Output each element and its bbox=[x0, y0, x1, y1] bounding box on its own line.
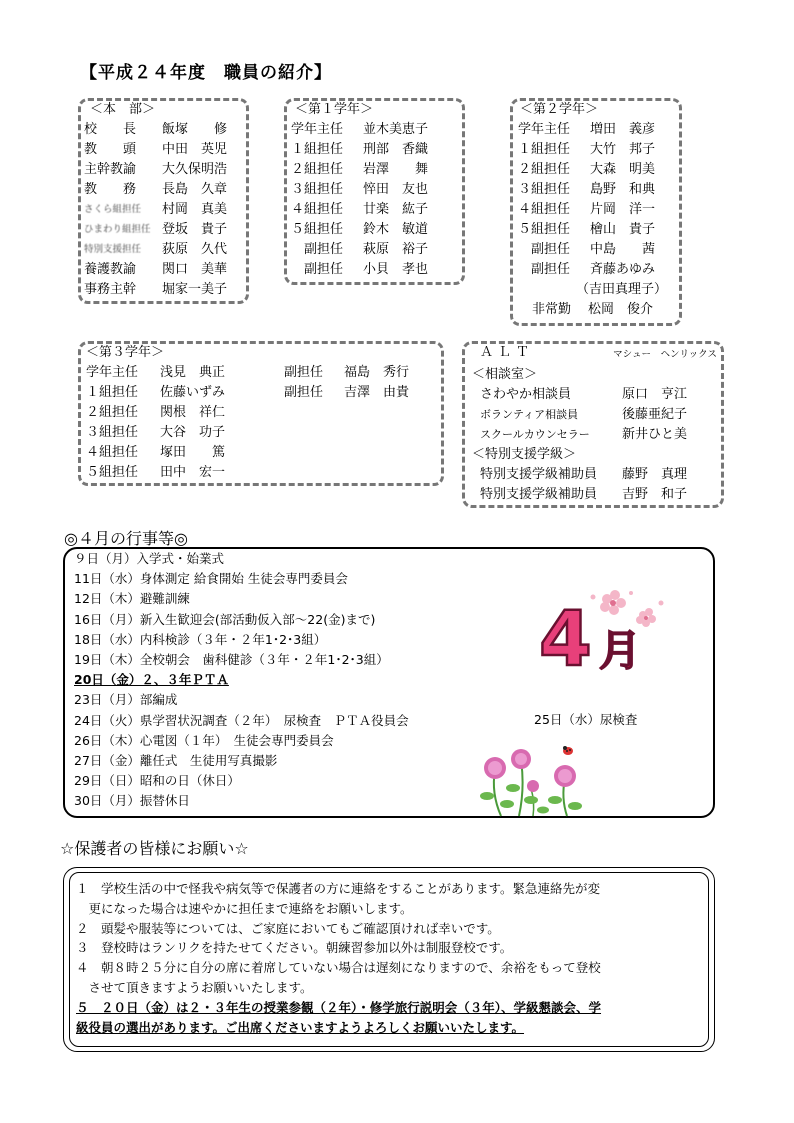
honbu-row bbox=[84, 280, 227, 300]
event-item: 27日（金）離任式 生徒用写真撮影 bbox=[74, 753, 278, 769]
honbu-name: 荻原 久代 bbox=[162, 242, 228, 257]
grade2-name: 増田 義彦 bbox=[590, 122, 656, 137]
april-number: 4 bbox=[539, 594, 592, 683]
grade3-name: 塚田 篤 bbox=[160, 445, 226, 460]
counsel-row bbox=[472, 385, 717, 405]
request-line: させて頂きますようお願いいたします。 bbox=[76, 979, 313, 995]
event-item: 11日（水）身体測定 給食開始 生徒会専門委員会 bbox=[74, 571, 348, 587]
april-kanji: 月 bbox=[599, 626, 642, 675]
grade2-extra-name: 松岡 俊介 bbox=[588, 302, 654, 317]
grade3-row bbox=[86, 463, 225, 483]
grade2-role: 学年主任 bbox=[518, 122, 571, 137]
grade3-name: 佐藤いずみ bbox=[160, 385, 226, 400]
grade3-row bbox=[86, 423, 225, 443]
grade1-header: ＜第１学年＞ bbox=[295, 102, 374, 117]
grade1-row bbox=[291, 200, 428, 220]
grade1-row bbox=[291, 120, 428, 140]
others-section bbox=[472, 343, 717, 505]
special-role: 特別支援学級補助員 bbox=[480, 487, 598, 502]
grade1-row bbox=[291, 180, 428, 200]
grade3-sub-role: 副担任 bbox=[284, 385, 324, 400]
grade3-section bbox=[86, 343, 225, 483]
grade1-name: 岩澤 舞 bbox=[363, 162, 429, 177]
flowers-illustration bbox=[473, 748, 603, 818]
special-name: 藤野 真理 bbox=[622, 467, 688, 482]
grade1-role: ４組担任 bbox=[291, 202, 344, 217]
grade1-role: 副担任 bbox=[291, 242, 344, 257]
grade1-role: １組担任 bbox=[291, 142, 344, 157]
grade2-row bbox=[518, 140, 667, 160]
grade3-sub-name: 吉澤 由貴 bbox=[344, 385, 410, 400]
grade3-sub-section bbox=[284, 363, 409, 403]
grade1-section bbox=[291, 100, 428, 280]
honbu-row bbox=[84, 120, 227, 140]
counsel-row bbox=[472, 405, 717, 425]
request5-line: 級役員の選出があります。ご出席くださいますようよろしくお願いいたします。 bbox=[76, 1019, 525, 1035]
honbu-row bbox=[84, 200, 227, 220]
grade1-row bbox=[291, 240, 428, 260]
grade1-role: ５組担任 bbox=[291, 222, 344, 237]
grade1-name: 廿楽 紘子 bbox=[363, 202, 429, 217]
counsel-role: ボランティア相談員 bbox=[480, 408, 579, 421]
grade1-role: 学年主任 bbox=[291, 122, 344, 137]
page-title: 【平成２４年度 職員の紹介】 bbox=[80, 63, 332, 83]
grade1-role: 副担任 bbox=[291, 262, 344, 277]
events-list bbox=[74, 549, 409, 812]
event-item: 18日（水）内科検診（３年・２年1･2･3組） bbox=[74, 631, 327, 647]
grade2-row bbox=[518, 240, 667, 260]
request-line: １ 学校生活の中で怪我や病気等で保護者の方に連絡をすることがあります。緊急連絡先が変 bbox=[76, 881, 601, 896]
honbu-row bbox=[84, 220, 227, 240]
grade2-row bbox=[518, 160, 667, 180]
requests-list bbox=[76, 879, 601, 1037]
grade3-name: 関根 祥仁 bbox=[160, 405, 226, 420]
event-item: 26日（木）心電図（１年） 生徒会専門委員会 bbox=[74, 732, 334, 748]
counsel-name: 原口 亨江 bbox=[622, 387, 688, 402]
grade2-name: 片岡 洋一 bbox=[590, 202, 656, 217]
events-title: ◎４月の行事等◎ bbox=[64, 529, 188, 548]
grade1-row bbox=[291, 140, 428, 160]
event-item: 23日（月）部編成 bbox=[74, 692, 178, 708]
grade2-extra-role: 非常勤 bbox=[532, 302, 572, 317]
counsel-row bbox=[472, 425, 717, 445]
grade2-name: 斉藤あゆみ bbox=[590, 262, 656, 277]
honbu-role: 特別支援担任 bbox=[84, 244, 142, 255]
grade2-role: 副担任 bbox=[518, 262, 571, 277]
honbu-role: 教 務 bbox=[84, 182, 137, 197]
honbu-row bbox=[84, 260, 227, 280]
grade2-name: 檜山 貴子 bbox=[590, 222, 656, 237]
grade3-role: ３組担任 bbox=[86, 425, 139, 440]
special-role: 特別支援学級補助員 bbox=[480, 467, 598, 482]
request-line: ４ 朝８時２５分に自分の席に着席していない場合は遅刻になりますので、余裕をもって登校 bbox=[76, 960, 601, 976]
event-side-note: 25日（水）尿検査 bbox=[534, 712, 638, 727]
honbu-section bbox=[84, 100, 227, 300]
grade3-sub-row bbox=[284, 363, 409, 383]
grade1-name: 萩原 裕子 bbox=[363, 242, 429, 257]
grade2-name: 大森 明美 bbox=[590, 162, 656, 177]
special-row bbox=[472, 465, 717, 485]
honbu-role: 校 長 bbox=[84, 122, 137, 137]
event-item: 16日（月）新入生歓迎会(部活動仮入部～22(金)まで) bbox=[74, 611, 376, 627]
grade2-note: （吉田真理子） bbox=[576, 282, 668, 297]
honbu-role: 事務主幹 bbox=[84, 282, 137, 297]
special-name: 吉野 和子 bbox=[622, 487, 688, 502]
grade3-role: ２組担任 bbox=[86, 405, 139, 420]
honbu-row bbox=[84, 240, 227, 260]
grade3-name: 大谷 功子 bbox=[160, 425, 226, 440]
honbu-name: 飯塚 修 bbox=[162, 122, 228, 137]
grade2-header: ＜第２学年＞ bbox=[520, 102, 599, 117]
honbu-name: 村岡 真美 bbox=[162, 202, 228, 217]
grade1-role: ２組担任 bbox=[291, 162, 344, 177]
grade1-name: 刑部 香織 bbox=[363, 142, 429, 157]
honbu-row bbox=[84, 180, 227, 200]
honbu-name: 堀家一美子 bbox=[162, 282, 228, 297]
alt-row bbox=[472, 343, 717, 365]
grade3-sub-row bbox=[284, 383, 409, 403]
grade2-row bbox=[518, 220, 667, 240]
event-item: 20日（金）２、３年ＰＴＡ bbox=[74, 672, 229, 688]
event-item: 12日（木）避難訓練 bbox=[74, 591, 190, 607]
grade1-row bbox=[291, 260, 428, 280]
honbu-role: さくら組担任 bbox=[84, 204, 142, 215]
grade2-section bbox=[518, 100, 667, 320]
event-item: 30日（月）振替休日 bbox=[74, 793, 190, 809]
cherry-blossom-icon bbox=[591, 590, 664, 627]
honbu-name: 関口 美華 bbox=[162, 262, 228, 277]
counsel-name: 新井ひと美 bbox=[622, 427, 688, 442]
grade3-row bbox=[86, 383, 225, 403]
grade2-row bbox=[518, 180, 667, 200]
honbu-role: ひまわり組担任 bbox=[84, 224, 151, 235]
event-item: 24日（火）県学習状況調査（２年） 尿検査 ＰＴＡ役員会 bbox=[74, 712, 409, 728]
request-line: ３ 登校時はランリクを持たせてください。朝練習参加以外は制服登校です。 bbox=[76, 940, 513, 956]
grade2-row bbox=[518, 260, 667, 280]
honbu-row bbox=[84, 160, 227, 180]
april-graphic bbox=[535, 585, 675, 685]
counsel-role: スクールカウンセラー bbox=[480, 428, 590, 441]
alt-label: ＡＬＴ bbox=[480, 345, 535, 360]
grade2-role: ２組担任 bbox=[518, 162, 571, 177]
counsel-name: 後藤亜紀子 bbox=[622, 407, 688, 422]
grade3-row bbox=[86, 403, 225, 423]
clover-flower-icon bbox=[480, 749, 582, 816]
event-item: ９日（月）入学式・始業式 bbox=[74, 551, 225, 566]
grade2-role: ４組担任 bbox=[518, 202, 571, 217]
grade3-row bbox=[86, 443, 225, 463]
grade3-name: 浅見 典正 bbox=[160, 365, 226, 380]
honbu-name: 長島 久章 bbox=[162, 182, 228, 197]
grade3-role: 学年主任 bbox=[86, 365, 139, 380]
event-item: 19日（木）全校朝会 歯科健診（３年・２年1･2･3組） bbox=[74, 652, 389, 668]
grade2-name: 大竹 邦子 bbox=[590, 142, 656, 157]
special-header: ＜特別支援学級＞ bbox=[472, 447, 577, 462]
grade2-row bbox=[518, 200, 667, 220]
grade3-header: ＜第３学年＞ bbox=[86, 345, 165, 360]
grade2-name: 中島 茜 bbox=[590, 242, 656, 257]
grade3-sub-role: 副担任 bbox=[284, 365, 324, 380]
grade2-role: ３組担任 bbox=[518, 182, 571, 197]
grade3-sub-name: 福島 秀行 bbox=[344, 365, 410, 380]
grade2-role: １組担任 bbox=[518, 142, 571, 157]
grade3-row bbox=[86, 363, 225, 383]
honbu-role: 養護教諭 bbox=[84, 262, 137, 277]
honbu-name: 中田 英児 bbox=[162, 142, 228, 157]
honbu-role: 教 頭 bbox=[84, 142, 137, 157]
april-art bbox=[535, 585, 675, 685]
grade1-name: 小貝 孝也 bbox=[363, 262, 429, 277]
request-line: ２ 頭髪や服装等については、ご家庭においてもご確認頂ければ幸いです。 bbox=[76, 920, 500, 936]
event-item: 29日（日）昭和の日（休日） bbox=[74, 773, 240, 789]
honbu-name: 登坂 貴子 bbox=[162, 222, 228, 237]
request-line: 更になった場合は速やかに担任まで連絡をお願いします。 bbox=[76, 900, 413, 916]
honbu-name: 大久保明浩 bbox=[162, 162, 228, 177]
grade2-role: 副担任 bbox=[518, 242, 571, 257]
honbu-role: 主幹教諭 bbox=[84, 162, 137, 177]
grade2-name: 島野 和典 bbox=[590, 182, 656, 197]
grade1-row bbox=[291, 160, 428, 180]
grade1-role: ３組担任 bbox=[291, 182, 344, 197]
grade3-role: ５組担任 bbox=[86, 465, 139, 480]
counsel-header: ＜相談室＞ bbox=[472, 367, 538, 382]
request5-line: ５ ２０日（金）は２・３年生の授業参観（２年）・修学旅行説明会（３年）、学級懇談会、学 bbox=[76, 999, 602, 1015]
special-row bbox=[472, 485, 717, 505]
grade3-role: ４組担任 bbox=[86, 445, 139, 460]
grade2-role: ５組担任 bbox=[518, 222, 571, 237]
alt-name: マシュー ヘンリックス bbox=[613, 349, 717, 360]
grade1-row bbox=[291, 220, 428, 240]
honbu-header: ＜本 部＞ bbox=[90, 102, 156, 117]
grade1-name: 鈴木 敏道 bbox=[363, 222, 429, 237]
grade2-row bbox=[518, 120, 667, 140]
grade1-name: 並木美恵子 bbox=[363, 122, 429, 137]
grade3-role: １組担任 bbox=[86, 385, 139, 400]
grade3-name: 田中 宏一 bbox=[160, 465, 226, 480]
requests-title: ☆保護者の皆様にお願い☆ bbox=[60, 839, 249, 858]
grade2-extra-row bbox=[518, 300, 667, 320]
counsel-role: さわやか相談員 bbox=[480, 387, 572, 402]
grade1-name: 悴田 友也 bbox=[363, 182, 429, 197]
honbu-row bbox=[84, 140, 227, 160]
